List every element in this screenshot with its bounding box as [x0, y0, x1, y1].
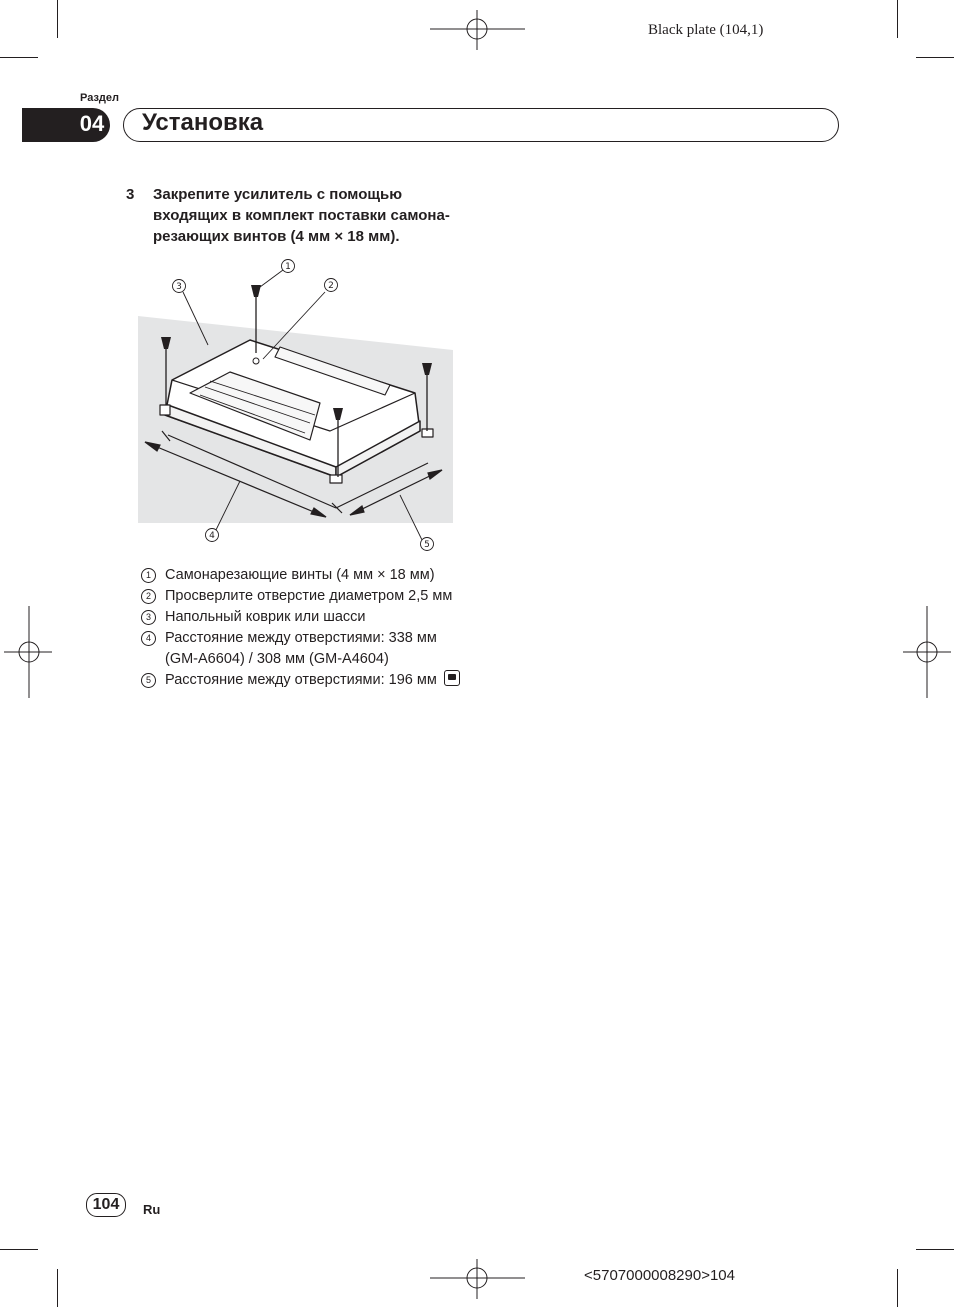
- registration-mark: [903, 606, 951, 698]
- callout-5: [421, 538, 434, 551]
- legend-number: 1: [141, 568, 156, 583]
- step-text: Закрепите усилитель с помощью входящих в комплект поставки самона-резающих винтов (4 мм × 18 мм).: [153, 186, 450, 245]
- svg-text:1: 1: [285, 262, 291, 272]
- crop-mark: [0, 1249, 38, 1250]
- legend-text: Самонарезающие винты (4 мм × 18 мм): [165, 567, 435, 583]
- drill-hole: [253, 358, 259, 364]
- callout-2: [325, 279, 338, 292]
- plate-info: Black plate (104,1): [648, 22, 764, 38]
- end-of-section-icon: [444, 670, 460, 686]
- legend-number: 2: [141, 589, 156, 604]
- legend-text: Напольный коврик или шасси: [165, 609, 366, 625]
- section-number: 04: [79, 111, 105, 136]
- registration-mark: [430, 10, 525, 50]
- callout-1: [282, 260, 295, 273]
- crop-mark: [916, 1249, 954, 1250]
- language-code: Ru: [143, 1202, 161, 1217]
- legend-item: [140, 670, 470, 691]
- legend-number: 5: [141, 673, 156, 688]
- svg-text:4: 4: [209, 531, 215, 541]
- page-number: 104: [86, 1193, 126, 1217]
- legend-item: [140, 565, 470, 586]
- crop-mark: [897, 0, 898, 38]
- svg-text:3: 3: [176, 282, 182, 292]
- crop-mark: [897, 1269, 898, 1307]
- section-title: Установка: [142, 109, 264, 136]
- legend-item: [140, 586, 470, 607]
- legend-number: 3: [141, 610, 156, 625]
- callout-4: [206, 529, 219, 542]
- legend-number: 4: [141, 631, 156, 646]
- registration-mark: [430, 1259, 525, 1299]
- step-number: 3: [126, 186, 135, 203]
- registration-mark: [4, 606, 52, 698]
- figure-legend: [140, 565, 470, 691]
- installation-figure: [130, 255, 460, 555]
- legend-text: Расстояние между отверстиями: 338 мм (GM-A6604) / 308 мм (GM-A4604): [165, 630, 437, 667]
- crop-mark: [0, 57, 38, 58]
- crop-mark: [916, 57, 954, 58]
- crop-mark: [57, 1269, 58, 1307]
- legend-item: [140, 628, 470, 670]
- svg-text:2: 2: [328, 281, 334, 291]
- legend-item: [140, 607, 470, 628]
- legend-text: Расстояние между отверстиями: 196 мм: [165, 672, 437, 688]
- callout-3: [173, 280, 186, 293]
- svg-text:5: 5: [424, 540, 430, 550]
- section-label: Раздел: [80, 92, 119, 104]
- legend-text: Просверлите отверстие диаметром 2,5 мм: [165, 588, 453, 604]
- crop-mark: [57, 0, 58, 38]
- document-code: <5707000008290>104: [584, 1267, 735, 1284]
